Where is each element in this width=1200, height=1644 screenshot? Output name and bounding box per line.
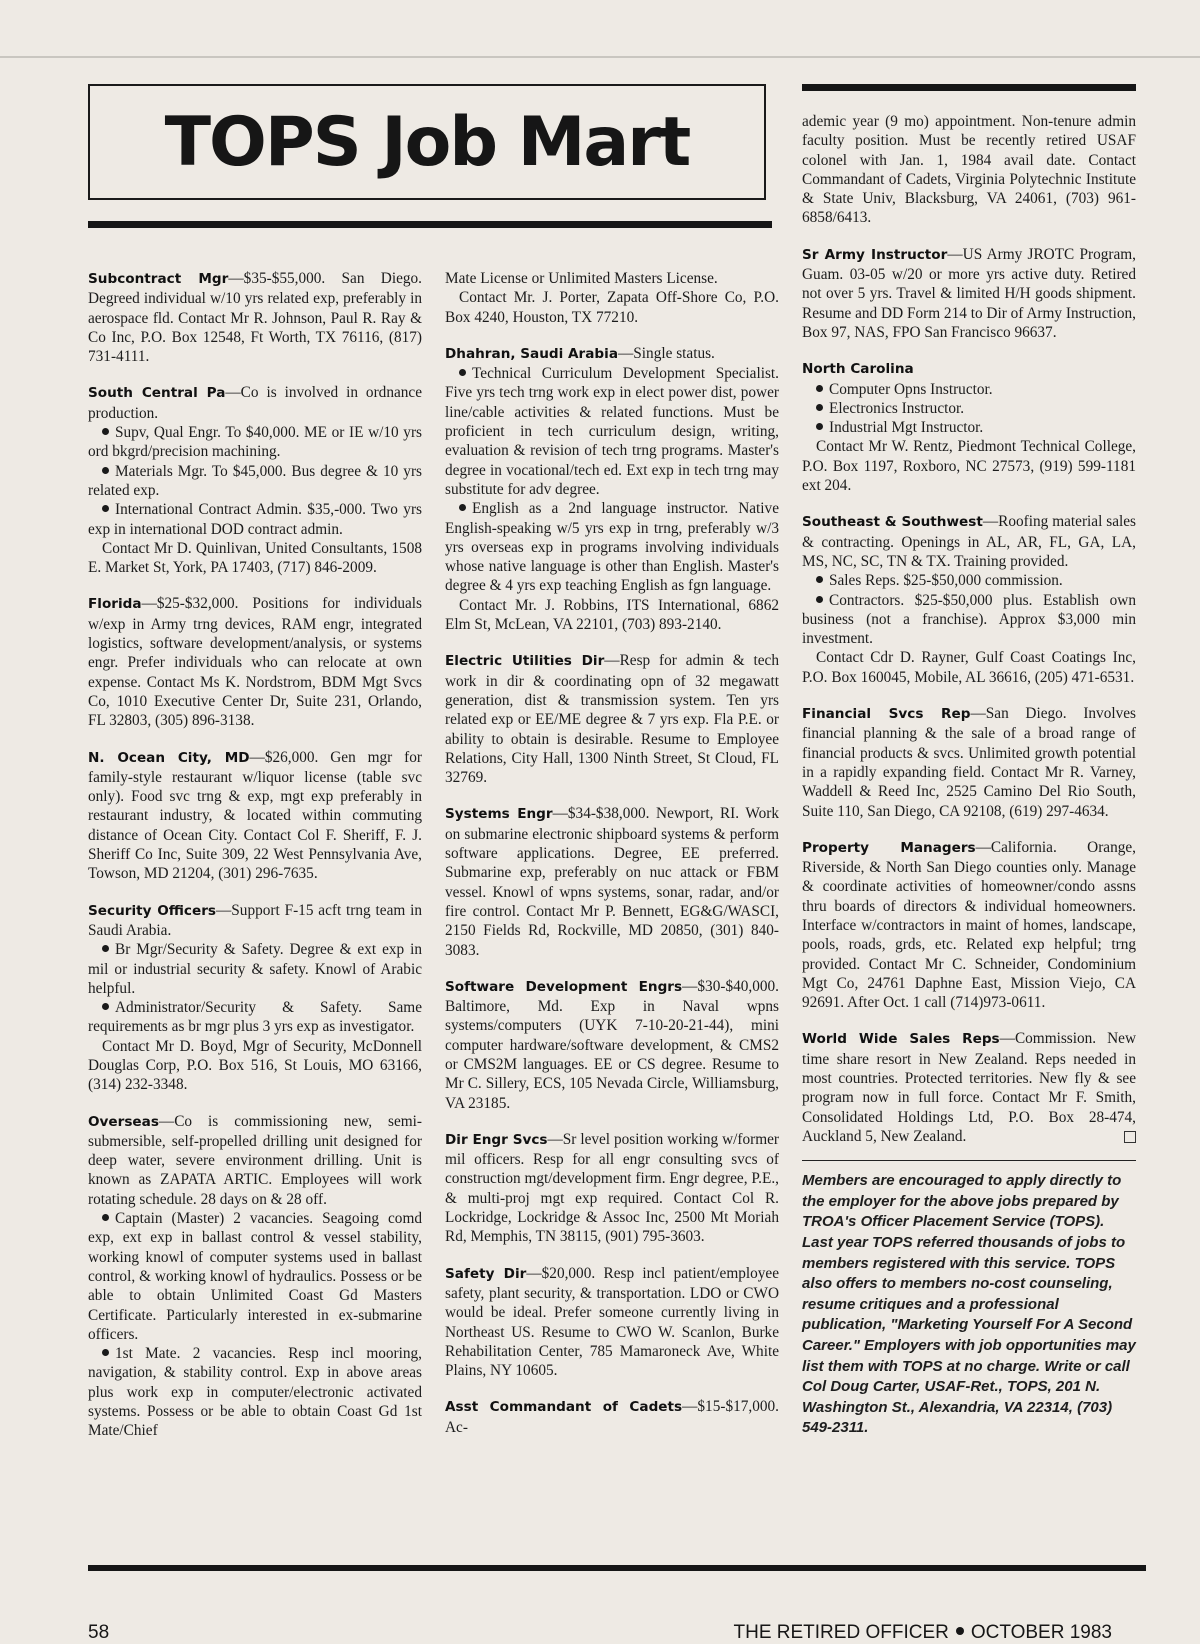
bullet-icon <box>459 504 466 511</box>
bullet-item: International Contract Admin. $35,-000. Two yrs exp in international DOD contract admin. <box>88 501 422 538</box>
bullet-item: English as a 2nd language instructor. Native English-speaking w/5 yrs exp in trng, preferably w/3 yrs overseas exp in programs involving individuals whose native language is other than English. Master's degree & 4 yrs exp teaching English as fgn language. <box>445 500 779 595</box>
listing-text: —Roofing material sales & contracting. Openings in AL, AR, FL, GA, LA, MS, NC, SC, TN & TX. Training provided. <box>802 513 1137 570</box>
listing-heading: Property Managers <box>802 839 976 856</box>
listing <box>88 383 422 423</box>
tops-note: Members are encouraged to apply directly to the employer for the above jobs prepared by TROA's Officer Placement Service (TOPS). Last year TOPS referred thousands of jobs to members registered with this service. TOPS also offers to members no-cost counseling, resume critiques and a professional publication, "Marketing Yourself For A Second Career." Employers with job opportunities may list them with TOPS at no charge. Write or call Col Doug Carter, USAF-Ret., TOPS, 201 N. Washington St., Alexandria, VA 22314, (703) 549-2311. <box>802 1172 1136 1437</box>
bullet-icon <box>102 467 109 474</box>
bullet-item: Computer Opns Instructor. <box>802 380 1136 399</box>
listing-continuation: Mate License or Unlimited Masters License. <box>445 270 718 287</box>
bullet-icon <box>459 369 466 376</box>
bullet-item: Br Mgr/Security & Safety. Degree & ext exp in mil or industrial security & safety. Knowl of Arabic helpful. <box>88 941 422 997</box>
listing-text: —Support F-15 acft trng team in Saudi Arabia. <box>88 901 422 939</box>
bullet-item: Sales Reps. $25-$50,000 commission. <box>802 571 1136 590</box>
column-2 <box>445 269 779 1437</box>
bullet-item: Captain (Master) 2 vacancies. Seagoing comd exp, ext exp in ballast control & vessel stability, working knowl of computer systems used in ballast control, & working knowl of hydraulics. Possess or be able to obtain Unlimited Coast Gd Masters Certificate. Particularly interested in ex-submarine officers. <box>88 1210 422 1343</box>
listing-heading: Financial Svcs Rep <box>802 706 971 723</box>
listing-heading: Subcontract Mgr <box>88 271 229 287</box>
listing <box>445 344 779 364</box>
listing-heading: Florida <box>88 596 142 613</box>
listing-contact: Contact Mr D. Quinlivan, United Consultants, 1508 E. Market St, York, PA 17403, (717) 846-2009. <box>88 539 422 577</box>
listing <box>445 977 779 1113</box>
listing <box>802 838 1136 1013</box>
listing-contact: Contact Mr D. Boyd, Mgr of Security, McDonnell Douglas Corp, P.O. Box 516, St Louis, MO 63166, (314) 232-3348. <box>88 1037 422 1094</box>
listing-heading: Dir Engr Svcs <box>445 1131 548 1148</box>
listing-heading: North Carolina <box>802 361 914 378</box>
listing <box>802 1029 1136 1146</box>
bullet-icon <box>102 1003 109 1010</box>
listing-heading: Overseas <box>88 1113 159 1130</box>
listing-text: —$35-$55,000. San Diego. Degreed individual w/10 yrs related exp, preferably in aerospace fld. Contact Mr R. Johnson, Paul R. Ray & Co Inc, P.O. Box 12548, Ft Worth, TX 76116, (817) 731-4111. <box>88 270 422 366</box>
listing-text: —Sr level position working w/former mil officers. Resp for all engr consulting svcs of construction mgt/development firm. Engr degree, P.E., & multi-proj mgt exp required. Contact Col R. Lockridge, Lockridge & Assoc Inc, 2500 Mt Moriah Rd, Memphis, TN 38115, (901) 795-3603. <box>445 1130 779 1246</box>
page-number: 58 <box>88 1622 110 1643</box>
bullet-icon <box>816 423 823 430</box>
listing-heading: Sr Army Instructor <box>802 246 948 263</box>
listing-heading: N. Ocean City, MD <box>88 749 250 766</box>
bullet-item: Administrator/Security & Safety. Same requirements as br mgr plus 3 yrs exp as investigator. <box>88 999 422 1036</box>
listing <box>445 651 779 787</box>
listing-text: —$25-$32,000. Positions for individuals w/exp in Army trng devices, RAM engr, integrated logistics, software development/analysis, or systems engr. Prefer individuals who can relocate at own expense. Contact Ms K. Nordstrom, BDM Mgt Svcs Co, 1010 Executive Center Dr, Suite 231, Orlando, FL 32803, (305) 896-3138. <box>88 595 422 730</box>
listing <box>802 359 1136 379</box>
bullet-icon <box>102 945 109 952</box>
bullet-icon <box>102 505 109 512</box>
bullet-icon <box>956 1627 964 1635</box>
listing <box>445 1397 779 1437</box>
listing-contact: Contact Mr. J. Porter, Zapata Off-Shore Co, P.O. Box 4240, Houston, TX 77210. <box>445 289 779 326</box>
listing-text: —Co is involved in ordnance production. <box>88 384 422 422</box>
listing-continuation: ademic year (9 mo) appointment. Non-tenure admin faculty position. Must be recently retired USAF colonel with Jan. 1, 1984 avail date. Contact Commandant of Cadets, Virginia Polytechnic Institute & State Univ, Blacksburg, VA 24061, (703) 961-6858/6413. <box>802 113 1136 227</box>
listing-heading: Safety Dir <box>445 1265 527 1282</box>
bullet-icon <box>102 428 109 435</box>
bullet-icon <box>816 596 823 603</box>
bullet-icon <box>816 404 823 411</box>
listing-heading: Electric Utilities Dir <box>445 653 605 670</box>
listing-text: —Commission. New time share resort in New Zealand. Reps needed in most countries. Protected territories. New fly & see program now in full force. Contact Mr F. Smith, Consolidated Holdings Ltd, P.O. Box 28-474, Auckland 5, New Zealand. <box>802 1030 1136 1145</box>
listing-text: —Co is commissioning new, semi-submersible, self-propelled drilling unit designed for deep water, severe environment drilling. Unit is known as ZAPATA ARTIC. Employees will work rotating schedule. 28 days on & 28 off. <box>88 1112 422 1208</box>
listing-contact: Contact Mr W. Rentz, Piedmont Technical College, P.O. Box 1197, Roxboro, NC 27573, (919) 599-1181 ext 204. <box>802 438 1136 495</box>
listing <box>88 269 422 366</box>
listing-text: —$34-$38,000. Newport, RI. Work on submarine electronic shipboard systems & perform software applications. Degree, EE preferred. Submarine exp, preferably on nuc attack or FBM vessel. Knowl of wpns systems, sonar, radar, and/or fire control. Contact Mr P. Bennett, EG&G/WASCI, 2150 Fields Rd, Rockville, MD 20850, (301) 840-3083. <box>445 805 779 959</box>
listing-heading: World Wide Sales Reps <box>802 1031 1000 1048</box>
listing <box>802 512 1136 571</box>
bullet-icon <box>816 576 823 583</box>
listing-contact: Contact Mr. J. Robbins, ITS International, 6862 Elm St, McLean, VA 22101, (703) 893-2140. <box>445 596 779 634</box>
bullet-icon <box>102 1214 109 1221</box>
listing <box>445 1130 779 1247</box>
masthead-rule <box>88 221 772 228</box>
listing-heading: South Central Pa <box>88 385 226 402</box>
listing-text: —San Diego. Involves financial planning & the sale of a broad range of financial products & svcs. Unlimited growth potential in a rapidly expanding field. Contact Mr R. Varney, Waddell & Reed Inc, 2525 Camino Del Rio South, Suite 110, San Diego, CA 92108, (619) 297-4634. <box>802 705 1136 820</box>
bullet-item: Industrial Mgt Instructor. <box>802 418 1136 437</box>
listing-text: —$20,000. Resp incl patient/employee safety, plant security, & transportation. LDO or CWO would be ideal. Prefer someone currently living in Northeast US. Resume to CWO W. Scanlon, Burke Rehabilitation Center, 785 Mamaroneck Ave, White Plains, NY 10605. <box>445 1264 779 1380</box>
bullet-item: Technical Curriculum Development Specialist. Five yrs tech trng work exp in elect power dist, power line/cable activities & related functions. Must be proficient in tech curriculum design, writing, evaluation & revision of tech trng programs. Master's degree in vocational/tech ed. Ext exp in tech trng may substitute for adv degree. <box>445 365 779 498</box>
top-rule <box>0 56 1200 58</box>
bullet-icon <box>816 385 823 392</box>
listing <box>88 1112 422 1209</box>
listing-text: —US Army JROTC Program, Guam. 03-05 w/20 or more yrs active duty. Retired not over 5 yrs. Travel & limited H/H goods shipment. Resume and DD Form 214 to Dir of Army Instruction, Box 97, NAS, FPO San Francisco 96637. <box>802 245 1137 341</box>
listing-text: —Single status. <box>618 344 715 362</box>
issue-date: OCTOBER 1983 <box>970 1622 1112 1643</box>
listing <box>88 901 422 941</box>
bullet-item: Materials Mgr. To $45,000. Bus degree & 10 yrs related exp. <box>88 462 422 499</box>
footer-rule <box>88 1565 1146 1571</box>
listing <box>445 804 779 959</box>
bullet-item: Contractors. $25-$50,000 plus. Establish own business (not a franchise). Approx $3,000 min investment. <box>802 591 1136 648</box>
bullet-item: Electronics Instructor. <box>802 399 1136 418</box>
bullet-item: 1st Mate. 2 vacancies. Resp incl mooring, navigation, & stability control. Exp in above areas plus work exp in computer/electronic activated systems. Possess or be able to obtain Coast Gd 1st Mate/Chief <box>88 1345 422 1440</box>
listing-text: —$15-$17,000. Ac- <box>445 1398 779 1436</box>
column-top-rule <box>802 84 1136 91</box>
listing <box>88 594 422 730</box>
note-divider <box>802 1160 1136 1161</box>
listing-heading: Asst Commandant of Cadets <box>445 1399 683 1416</box>
listing-heading: Software Development Engrs <box>445 978 683 995</box>
publication-name: THE RETIRED OFFICER <box>733 1622 949 1643</box>
footer-publication <box>734 1622 1113 1644</box>
listing-heading: Security Officers <box>88 902 216 919</box>
column-1 <box>88 269 422 1441</box>
page-title: TOPS Job Mart <box>164 102 690 182</box>
listing-heading: Southeast & Southwest <box>802 514 983 531</box>
listing-heading: Systems Engr <box>445 806 553 823</box>
listing <box>802 704 1136 821</box>
column-3 <box>802 112 1136 1439</box>
listing-text: —$26,000. Gen mgr for family-style restaurant w/liquor license (table svc only). Food svc trng & exp, mgt exp preferably in restaurant industry, & located within commuting distance of Ocean City. Contact Col F. Sheriff, F. J. Sheriff Co Inc, Suite 309, 22 West Pennsylvania Ave, Towson, MD 21204, (301) 296-7635. <box>88 748 422 883</box>
listing <box>88 748 422 884</box>
bullet-item: Supv, Qual Engr. To $40,000. ME or IE w/10 yrs ord bkgrd/precision machining. <box>88 424 422 461</box>
end-mark-icon <box>1124 1131 1136 1143</box>
listing-text: —$30-$40,000. Baltimore, Md. Exp in Naval wpns systems/computers (UYK 7-10-20-21-44), mini computer hardware/software development, & CMS2 or CMS2M languages. EE or CS degree. Resume to Mr C. Sillery, ECS, 105 Nevada Circle, Williamsburg, VA 23185. <box>445 977 779 1112</box>
listing-contact: Contact Cdr D. Rayner, Gulf Coast Coatings Inc, P.O. Box 160045, Mobile, AL 36616, (205) 471-6531. <box>802 649 1136 686</box>
listing <box>802 245 1136 342</box>
listing-text: —Resp for admin & tech work in dir & coordinating opn of 32 megawatt generation, dist & transmission system. Ten yrs related exp or EE/ME degree & 7 yrs exp. Fla P.E. or ability to obtain is desirable. Resume to Employee Relations, City Hall, 1300 Ninth Street, St Cloud, FL 32769. <box>445 652 779 787</box>
listing-text: —California. Orange, Riverside, & North San Diego counties only. Manage & coordinate activities of homeowner/condo assns thru boards of directors & individual homeowners. Interface w/contractors in maint of homes, landscape, pools, roads, grds, etc. Related exp helpful; trng provided. Contact Mr C. Schneider, Condominium Mgt Co, 24761 Daphne East, Mission Viejo, CA 92691. After Oct. 1 call (714)973-0611. <box>802 838 1136 1012</box>
listing-heading: Dhahran, Saudi Arabia <box>445 345 618 362</box>
bullet-icon <box>102 1349 109 1356</box>
listing <box>445 1264 779 1381</box>
masthead-box <box>88 84 766 200</box>
